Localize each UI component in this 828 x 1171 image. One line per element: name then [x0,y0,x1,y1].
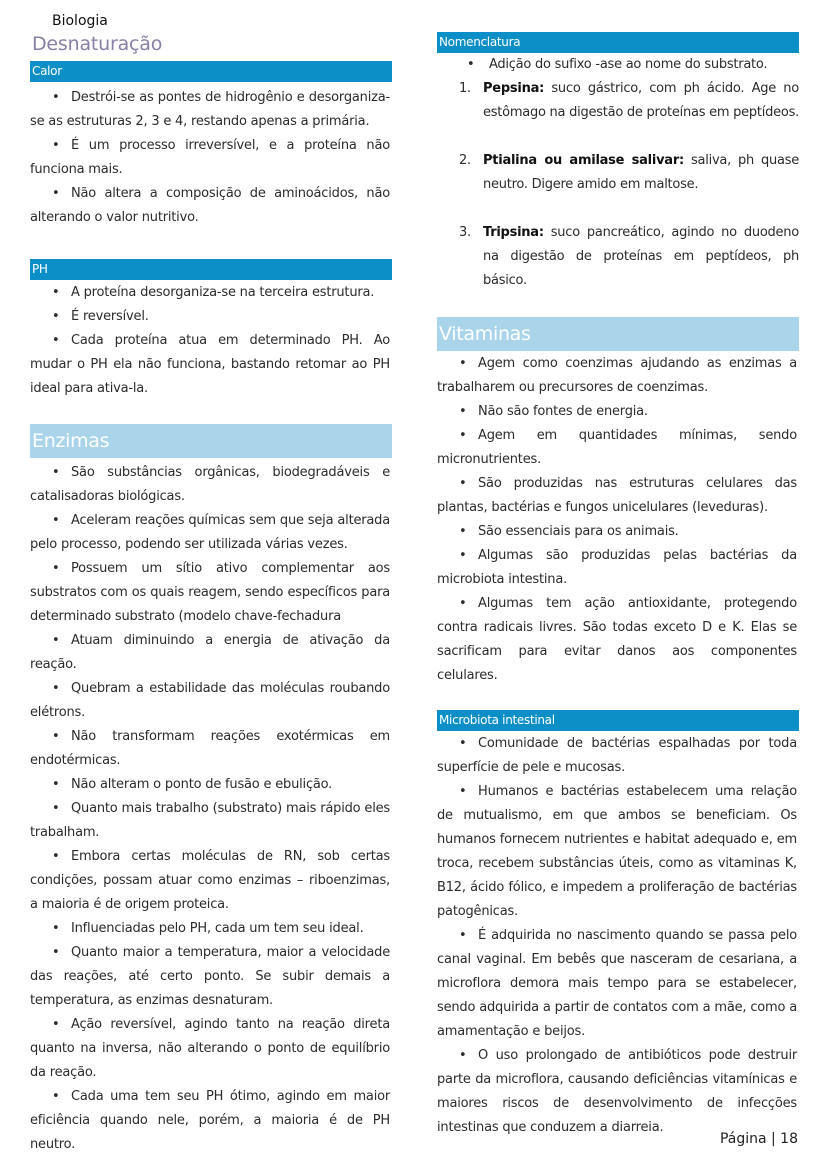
enzyme-item-tripsina: 3. Tripsina: suco pancreático, agindo no duodeno na digestão de proteínas em peptídeos, ph básico. [459,225,799,288]
list-item: • Influenciadas pelo PH, cada um tem seu ideal. [30,917,392,941]
section-bar-nomenclatura: Nomenclatura [437,32,799,53]
list-item: • É reversível. [30,305,392,329]
list-item: • Algumas são produzidas pelas bactérias da microbiota intestina. [437,544,799,592]
bullet-icon: • [52,945,60,960]
bullet-icon: • [52,186,60,201]
section-bar-ph: PH [30,259,392,280]
bullet-icon: • [52,1017,60,1032]
bullet-icon: • [459,548,467,563]
bullet-icon: • [459,524,467,539]
list-item: • Comunidade de bactérias espalhadas por toda superfície de pele e mucosas. [437,732,799,780]
bullet-icon: • [52,777,60,792]
list-item: • Cada uma tem seu PH ótimo, agindo em maior eficiência quando nele, porém, a maioria é de PH neutro. [30,1085,392,1157]
list-item: • Quanto mais trabalho (substrato) mais rápido eles trabalham. [30,797,392,845]
list-item: • Não são fontes de energia. [437,400,799,424]
list-item: • Ação reversível, agindo tanto na reação direta quanto na inversa, não alterando o ponto de equilíbrio da reação. [30,1013,392,1085]
header-subject: Biologia [52,13,108,29]
right-column [437,32,799,1140]
bullet-icon: • [52,729,60,744]
calor-list [30,86,392,230]
enzimas-list [30,461,392,1157]
bullet-icon: • [459,476,467,491]
bullet-icon: • [467,57,475,72]
page-number: Página | 18 [719,1131,798,1147]
list-item: • O uso prolongado de antibióticos pode destruir parte da microflora, causando deficiências vitamínicas e maiores riscos de desenvolvimento de infecções intestinas que conduzem a diarreia. [437,1044,799,1140]
bullet-icon: • [459,736,467,751]
list-item: • Não alteram o ponto de fusão e ebulição. [30,773,392,797]
list-item: • Agem como coenzimas ajudando as enzimas a trabalharem ou precursores de coenzimas. [437,352,799,400]
bullet-icon: • [459,356,467,371]
bullet-icon: • [459,428,467,443]
bullet-icon: • [52,1089,60,1104]
bullet-icon: • [52,681,60,696]
list-item: • Algumas tem ação antioxidante, protegendo contra radicais livres. São todas exceto D e K. Elas se sacrificam para evitar danos aos componentes celulares. [437,592,799,688]
list-item: • É adquirida no nascimento quando se passa pelo canal vaginal. Em bebês que nasceram de cesariana, a microflora demora mais tempo para se estabelecer, sendo adquirida a partir de contatos com a mãe, como a amamentação e beijos. [437,924,799,1044]
list-item: • São essenciais para os animais. [437,520,799,544]
bullet-icon: • [459,784,467,799]
list-item: • Humanos e bactérias estabelecem uma relação de mutualismo, em que ambos se beneficiam. Os humanos fornecem nutrientes e habitat adequado e, em troca, recebem substâncias úteis, como as vitaminas K, B12, ácido fólico, e impedem a proliferação de bactérias patogênicas. [437,780,799,924]
enzyme-item-pepsina: 1. Pepsina: suco gástrico, com ph ácido. Age no estômago na digestão de proteínas em peptídeos. [459,81,799,120]
ph-list [30,281,392,401]
list-item: • Não transformam reações exotérmicas em endotérmicas. [30,725,392,773]
bullet-icon: • [52,285,60,300]
page-heading: Desnaturação [32,33,163,55]
enzyme-item-ptialina: 2. Ptialina ou amilase salivar: saliva, ph quase neutro. Digere amido em maltose. [459,153,800,192]
bullet-icon: • [52,921,60,936]
bullet-icon: • [52,633,60,648]
list-item: • Destrói-se as pontes de hidrogênio e desorganiza-se as estruturas 2, 3 e 4, restando apenas a primária. [30,86,392,134]
vitaminas-list [437,352,799,688]
list-item: • Não altera a composição de aminoácidos, não alterando o valor nutritivo. [30,182,392,230]
list-item: • É um processo irreversível, e a proteína não funciona mais. [30,134,392,182]
list-item: • Aceleram reações químicas sem que seja alterada pelo processo, podendo ser utilizada várias vezes. [30,509,392,557]
bullet-icon: • [459,404,467,419]
bullet-icon: • [52,90,60,105]
microbiota-list [437,732,799,1140]
list-item: • Quebram a estabilidade das moléculas roubando elétrons. [30,677,392,725]
bullet-icon: • [52,801,60,816]
section-bar-vitaminas: Vitaminas [437,317,799,351]
list-item: • Quanto maior a temperatura, maior a velocidade das reações, até certo ponto. Se subir demais a temperatura, as enzimas desnaturam. [30,941,392,1013]
list-item: • São produzidas nas estruturas celulares das plantas, bactérias e fungos unicelulares (leveduras). [437,472,799,520]
nomenclatura-bullet: • Adição do sufixo -ase ao nome do substrato. [437,53,799,77]
bullet-icon: • [52,333,60,348]
list-item: • Agem em quantidades mínimas, sendo micronutrientes. [437,424,799,472]
list-item: • Embora certas moléculas de RN, sob certas condições, possam atuar como enzimas – riboenzimas, a maioria é de origem proteica. [30,845,392,917]
list-item: • Cada proteína atua em determinado PH. Ao mudar o PH ela não funciona, bastando retomar ao PH ideal para ativa-la. [30,329,392,401]
list-item: • São substâncias orgânicas, biodegradáveis e catalisadoras biológicas. [30,461,392,509]
list-item: • Possuem um sítio ativo complementar aos substratos com os quais reagem, sendo específicos para determinado substrato (modelo chave-fechadura [30,557,392,629]
section-bar-microbiota: Microbiota intestinal [437,710,799,731]
bullet-icon: • [52,309,60,324]
section-bar-calor: Calor [30,61,392,82]
section-bar-enzimas: Enzimas [30,424,392,458]
bullet-icon: • [52,138,60,153]
bullet-icon: • [52,465,60,480]
bullet-icon: • [459,928,467,943]
left-column [30,61,392,1157]
list-item: • Atuam diminuindo a energia de ativação da reação. [30,629,392,677]
list-item: • A proteína desorganiza-se na terceira estrutura. [30,281,392,305]
bullet-icon: • [52,849,60,864]
bullet-icon: • [459,1048,467,1063]
bullet-icon: • [52,561,60,576]
bullet-icon: • [459,596,467,611]
bullet-icon: • [52,513,60,528]
